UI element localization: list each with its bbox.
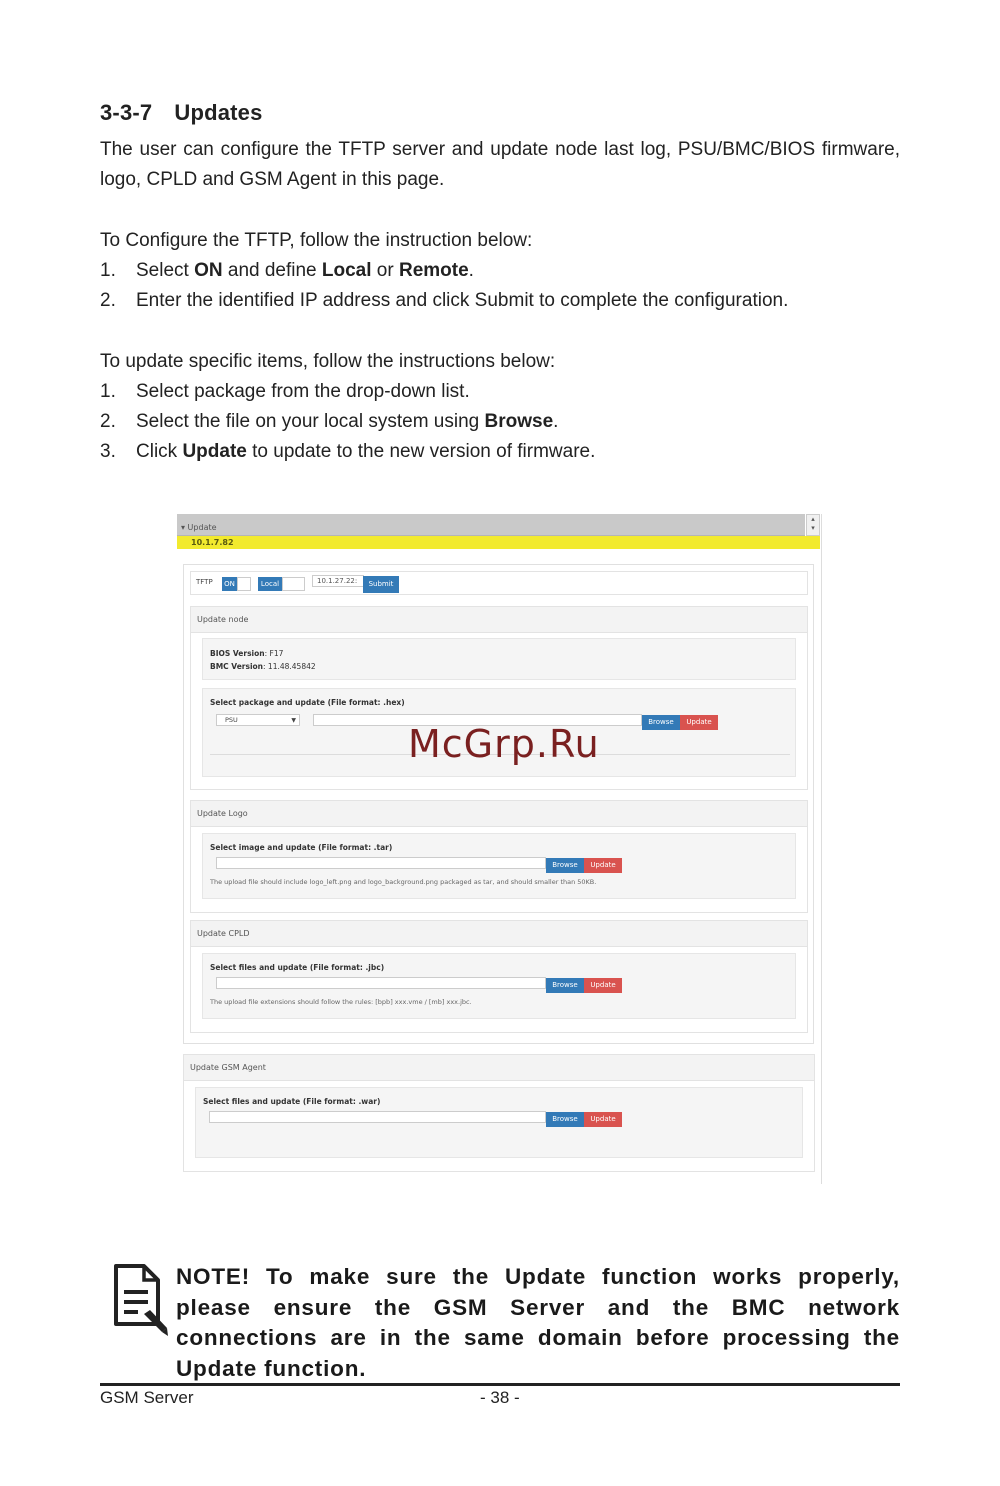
tftp-local-toggle[interactable]: Local <box>258 577 282 591</box>
logo-file-input[interactable] <box>216 857 546 869</box>
tftp-intro: To Configure the TFTP, follow the instruction below: <box>100 230 533 251</box>
section-heading <box>100 100 263 126</box>
update-logo-panel <box>190 800 808 913</box>
watermark: McGrp.Ru <box>408 722 600 766</box>
tftp-step-1: 1. Select ON and define Local or Remote. <box>100 260 474 281</box>
update-step-3: 3. Click Update to update to the new version of firmware. <box>100 441 596 462</box>
bios-version-label: BIOS Version <box>210 649 265 658</box>
update-gsm-header: Update GSM Agent <box>184 1055 814 1081</box>
update-cpld-panel <box>190 920 808 1033</box>
update-gsm-panel <box>183 1054 815 1172</box>
package-dropdown-value: PSU <box>225 716 238 724</box>
logo-select-label: Select image and update (File format: .tar) <box>210 843 393 852</box>
tftp-submit-button[interactable]: Submit <box>363 576 399 593</box>
gsm-update-box <box>195 1087 803 1158</box>
section-title: Updates <box>174 100 263 125</box>
update-panel-titlebar[interactable]: ▾ Update <box>177 514 805 536</box>
footer-product-name: GSM Server <box>100 1388 194 1407</box>
tftp-remote-toggle[interactable] <box>282 577 305 591</box>
update-node-header: Update node <box>191 607 807 633</box>
intro-paragraph: The user can configure the TFTP server and update node last log, PSU/BMC/BIOS firmware, logo, CPLD and GSM Agent in this page. <box>100 139 900 190</box>
package-select-label: Select package and update (File format: .hex) <box>210 698 405 707</box>
logo-update-button[interactable]: Update <box>584 858 622 873</box>
tftp-step-2: 2. Enter the identified IP address and click Submit to complete the configuration. <box>100 290 789 311</box>
gsm-update-button[interactable]: Update <box>584 1112 622 1127</box>
gsm-browse-button[interactable]: Browse <box>546 1112 584 1127</box>
tftp-label: TFTP <box>196 578 213 586</box>
cpld-select-label: Select files and update (File format: .jbc) <box>210 963 385 972</box>
update-logo-header: Update Logo <box>191 801 807 827</box>
cpld-file-input[interactable] <box>216 977 546 989</box>
cpld-update-button[interactable]: Update <box>584 978 622 993</box>
logo-update-box <box>202 833 796 899</box>
note-icon <box>110 1262 172 1338</box>
logo-upload-note: The upload file should include logo_left.png and logo_background.png packaged as tar, and should smaller than 50KB. <box>210 878 597 886</box>
update-container <box>183 564 814 1044</box>
tftp-row <box>190 571 808 595</box>
note-text: NOTE! To make sure the Update function works properly, please ensure the GSM Server and the BMC network connections are in the same domain before processing the Update function. <box>176 1264 900 1381</box>
bios-version-value: : F17 <box>264 649 284 658</box>
footer-divider <box>100 1383 900 1386</box>
chevron-down-icon: ▼ <box>291 717 296 724</box>
gsm-select-label: Select files and update (File format: .war) <box>203 1097 381 1106</box>
cpld-update-box <box>202 953 796 1019</box>
tftp-ip-input[interactable]: 10.1.27.22: <box>312 575 364 587</box>
update-intro: To update specific items, follow the instructions below: <box>100 351 556 372</box>
page-number: - 38 - <box>480 1388 520 1407</box>
logo-browse-button[interactable]: Browse <box>546 858 584 873</box>
tftp-off-toggle[interactable] <box>237 577 251 591</box>
tftp-on-toggle[interactable]: ON <box>222 577 237 591</box>
bmc-version-value: : 11.48.45842 <box>263 662 316 671</box>
package-dropdown[interactable] <box>216 714 300 726</box>
cpld-upload-note: The upload file extensions should follow the rules: [bpb] xxx.vme / [mb] xxx.jbc. <box>210 998 472 1006</box>
node-ip-bar: 10.1.7.82 <box>177 536 820 549</box>
cpld-browse-button[interactable]: Browse <box>546 978 584 993</box>
bmc-version-label: BMC Version <box>210 662 264 671</box>
version-info <box>202 638 796 680</box>
update-cpld-header: Update CPLD <box>191 921 807 947</box>
package-update-button[interactable]: Update <box>680 715 718 730</box>
update-step-2: 2. Select the file on your local system using Browse. <box>100 411 559 432</box>
scroll-arrows-icon[interactable]: ▴ ▾ <box>806 514 820 536</box>
update-step-1: 1. Select package from the drop-down list. <box>100 381 470 402</box>
update-page-screenshot <box>177 514 822 1184</box>
package-browse-button[interactable]: Browse <box>642 715 680 730</box>
section-number: 3-3-7 <box>100 100 153 125</box>
gsm-file-input[interactable] <box>209 1111 546 1123</box>
